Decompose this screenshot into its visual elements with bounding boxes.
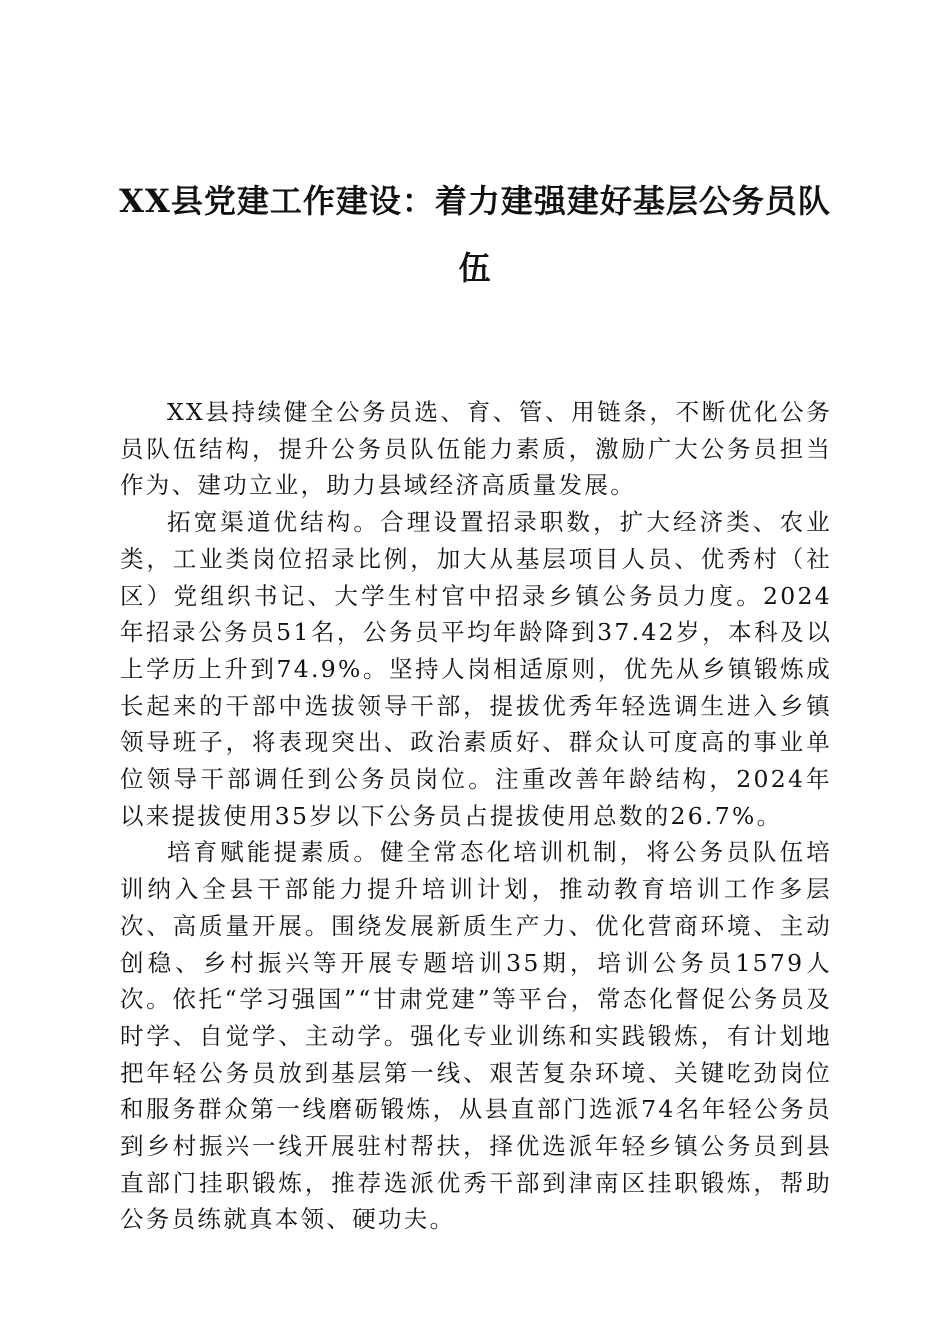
paragraph-structure: 拓宽渠道优结构。合理设置招录职数，扩大经济类、农业类，工业类岗位招录比例，加大从基层项目人员、优秀村（社区）党组织书记、大学生村官中招录乡镇公务员力度。2024年招录公务员51名，公务员平均年龄降到37.42岁，本科及以上学历上升到74.9%。坚持人岗相适原则，优先从乡镇锻炼成长起来的干部中选拔领导干部，提拔优秀年轻选调生进入乡镇领导班子，将表现突出、政治素质好、群众认可度高的事业单位领导干部调任到公务员岗位。注重改善年龄结构，2024年以来提拔使用35岁以下公务员占提拔使用总数的26.7%。 xyxy=(120,508,832,830)
document-body xyxy=(120,394,832,1238)
document-title: XX县党建工作建设：着力建强建好基层公务员队伍 xyxy=(119,182,831,287)
paragraph-intro: XX县持续健全公务员选、育、管、用链条，不断优化公务员队伍结构，提升公务员队伍能力素质，激励广大公务员担当作为、建功立业，助力县域经济高质量发展。 xyxy=(120,398,832,500)
paragraph-training: 培育赋能提素质。健全常态化培训机制，将公务员队伍培训纳入全县干部能力提升培训计划，推动教育培训工作多层次、高质量开展。围绕发展新质生产力、优化营商环境、主动创稳、乡村振兴等开展专题培训35期，培训公务员1579人次。依托“学习强国”“甘肃党建”等平台，常态化督促公务员及时学、自觉学、主动学。强化专业训练和实践锻炼，有计划地把年轻公务员放到基层第一线、艰苦复杂环境、关键吃劲岗位和服务群众第一线磨砺锻炼，从县直部门选派74名年轻公务员到乡村振兴一线开展驻村帮扶，择优选派年轻乡镇公务员到县直部门挂职锻炼，推荐选派优秀干部到津南区挂职锻炼，帮助公务员练就真本领、硬功夫。 xyxy=(120,838,832,1234)
